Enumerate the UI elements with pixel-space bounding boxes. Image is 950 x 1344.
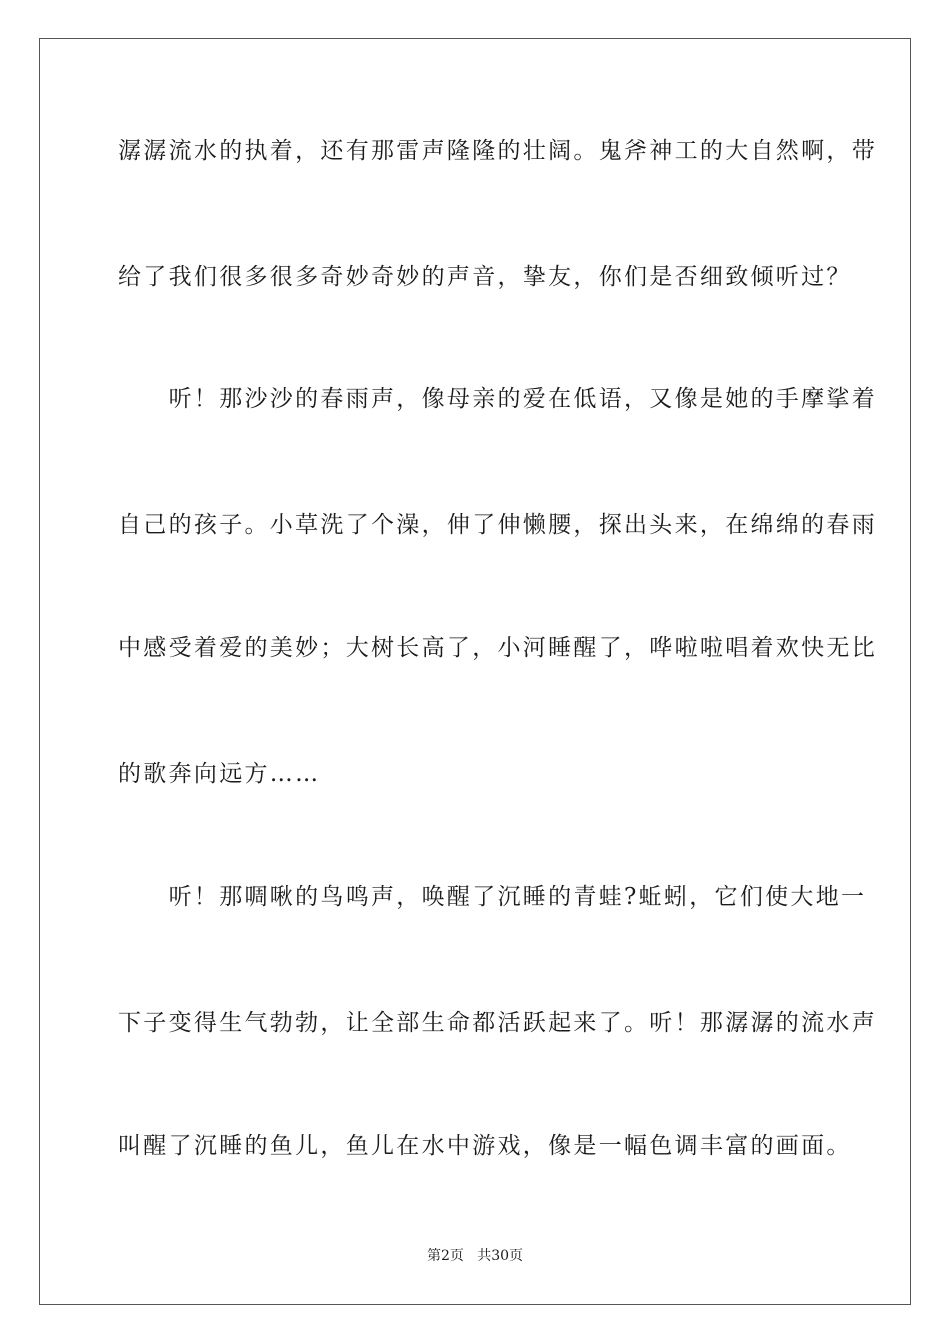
text-line: 听！那沙沙的春雨声，像母亲的爱在低语，又像是她的手摩挲着 xyxy=(118,386,877,412)
text-line: 叫醒了沉睡的鱼儿，鱼儿在水中游戏，像是一幅色调丰富的画面。 xyxy=(118,1133,852,1159)
text-line: 下子变得生气勃勃，让全部生命都活跃起来了。听！那潺潺的流水声 xyxy=(118,1010,877,1036)
page-border xyxy=(39,38,911,1305)
text-line: 听！那啁啾的鸟鸣声，唤醒了沉睡的青蛙?蚯蚓，它们使大地一 xyxy=(118,884,867,910)
text-line: 自己的孩子。小草洗了个澡，伸了伸懒腰，探出头来，在绵绵的春雨 xyxy=(118,512,877,538)
text-line: 中感受着爱的美妙；大树长高了，小河睡醒了，哗啦啦唱着欢快无比 xyxy=(118,635,877,661)
text-line: 的歌奔向远方…… xyxy=(118,761,321,787)
text-line: 潺潺流水的执着，还有那雷声隆隆的壮阔。鬼斧神工的大自然啊，带 xyxy=(118,138,877,164)
text-line: 给了我们很多很多奇妙奇妙的声音，挚友，你们是否细致倾听过？ xyxy=(118,264,852,290)
page-footer: 第2页 共30页 xyxy=(426,1248,524,1264)
